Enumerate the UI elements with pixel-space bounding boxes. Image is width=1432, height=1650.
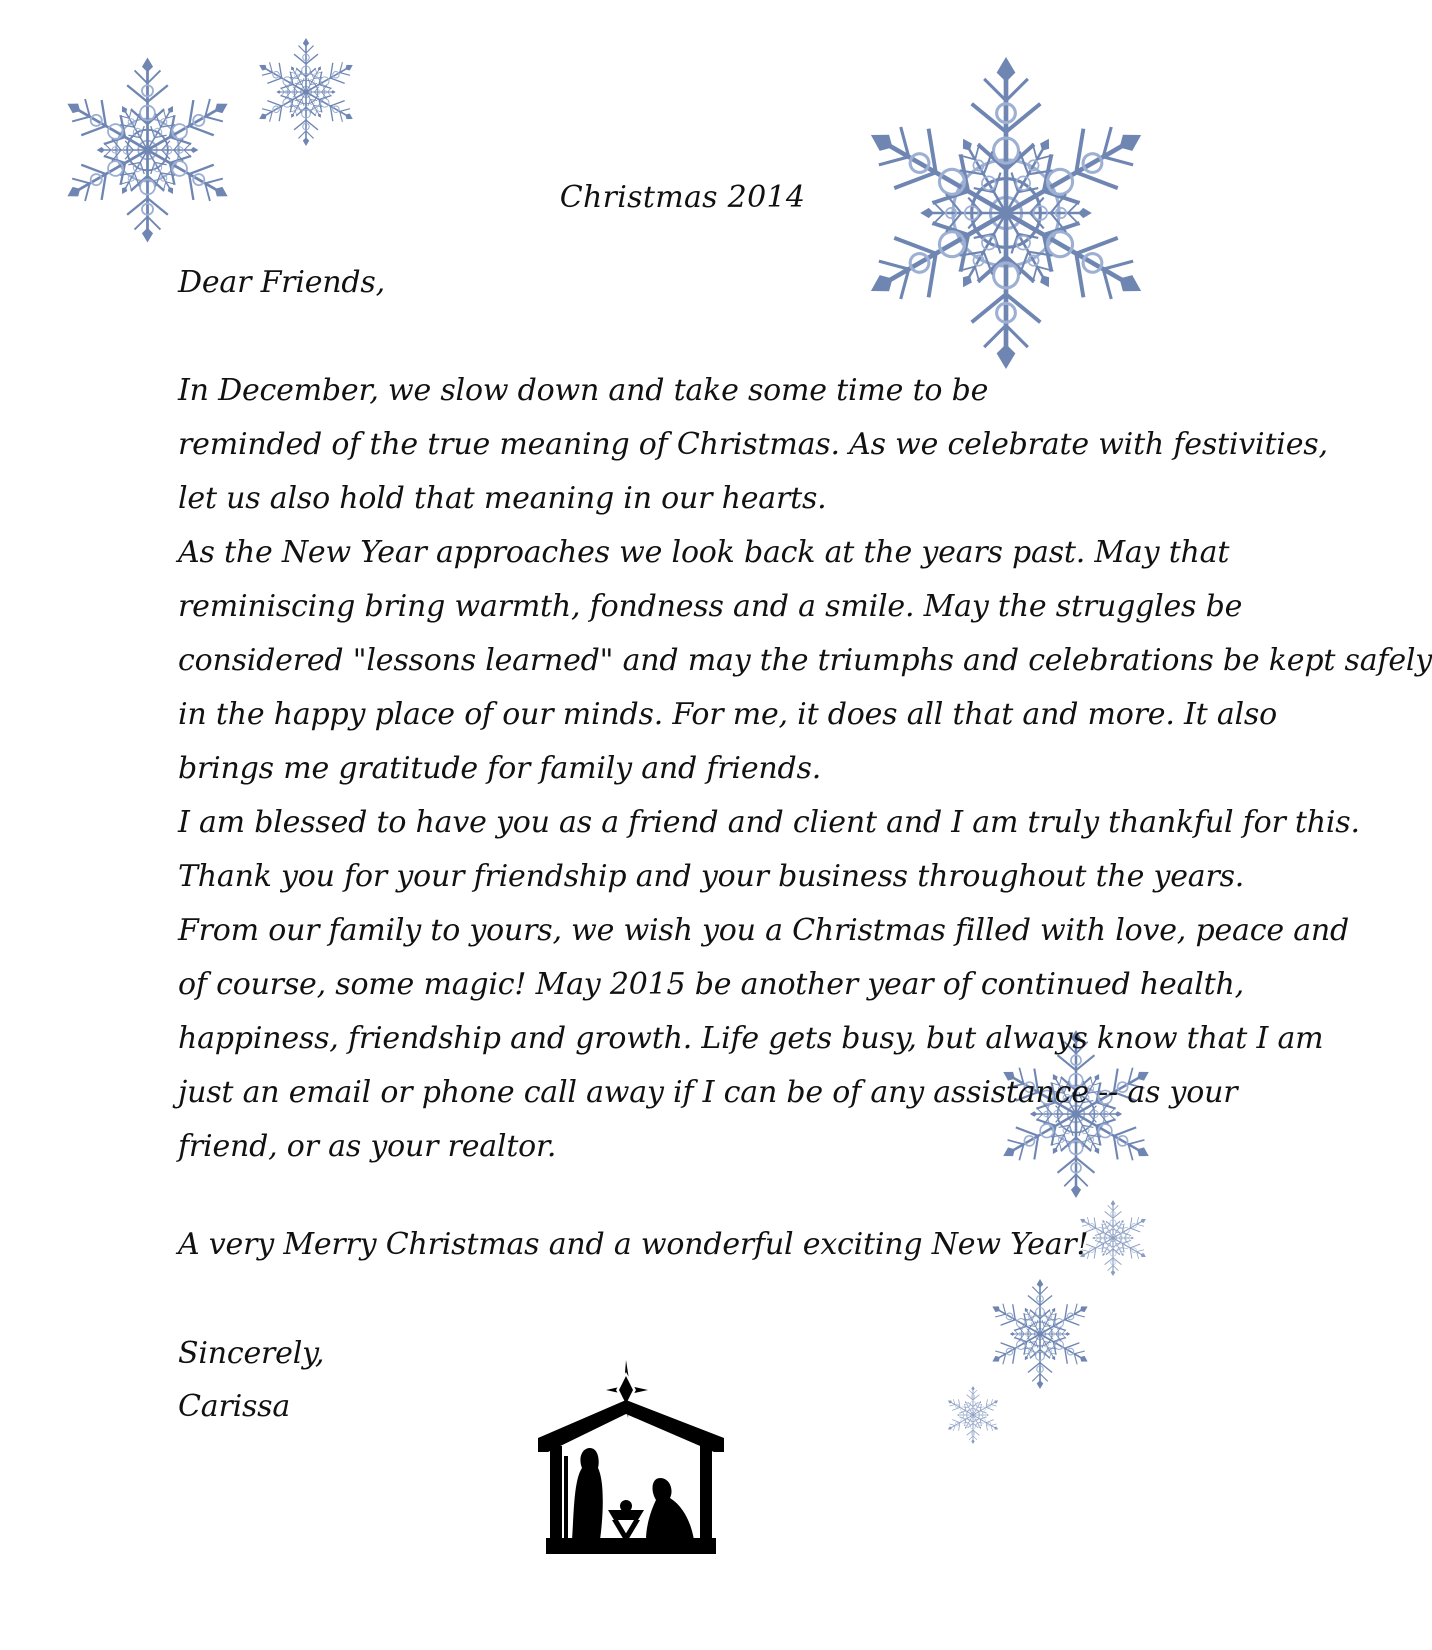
body-line: I am blessed to have you as a friend and client and I am truly thankful for this.: [178, 805, 1360, 840]
body-line: friend, or as your realtor.: [178, 1129, 557, 1164]
signoff: Sincerely,: [178, 1336, 325, 1371]
letter-date: Christmas 2014: [559, 180, 806, 215]
snowflake-icon: [55, 55, 240, 245]
snowflake-icon: [944, 1384, 1002, 1446]
body-line: reminded of the true meaning of Christmas. As we celebrate with festivities,: [178, 427, 1328, 462]
body-line: of course, some magic! May 2015 be another year of continued health,: [178, 967, 1244, 1002]
body-line: considered "lessons learned" and may the triumphs and celebrations be kept safely: [178, 643, 1432, 678]
salutation: Dear Friends,: [178, 265, 385, 300]
body-line: From our family to yours, we wish you a Christmas filled with love, peace and: [178, 913, 1350, 948]
body-line: in the happy place of our minds. For me, it does all that and more. It also: [178, 697, 1277, 732]
body-line: just an email or phone call away if I can be of any assistance -- as your: [178, 1075, 1238, 1110]
nativity-scene-icon: [538, 1360, 724, 1560]
body-line: In December, we slow down and take some time to be: [178, 373, 989, 408]
body-line: brings me gratitude for family and friends.: [178, 751, 822, 786]
snowflake-icon: [985, 1274, 1095, 1394]
body-line: reminiscing bring warmth, fondness and a smile. May the struggles be: [178, 589, 1243, 624]
body-line: As the New Year approaches we look back at the years past. May that: [178, 535, 1230, 570]
body-line: let us also hold that meaning in our hearts.: [178, 481, 827, 516]
snowflake-icon: [252, 32, 360, 152]
body-line: happiness, friendship and growth. Life gets busy, but always know that I am: [178, 1021, 1324, 1056]
letter-body: [178, 364, 1432, 1174]
closing-greeting: A very Merry Christmas and a wonderful exciting New Year!: [178, 1227, 1089, 1262]
body-line: Thank you for your friendship and your business throughout the years.: [178, 859, 1245, 894]
signature-name: Carissa: [178, 1389, 291, 1424]
